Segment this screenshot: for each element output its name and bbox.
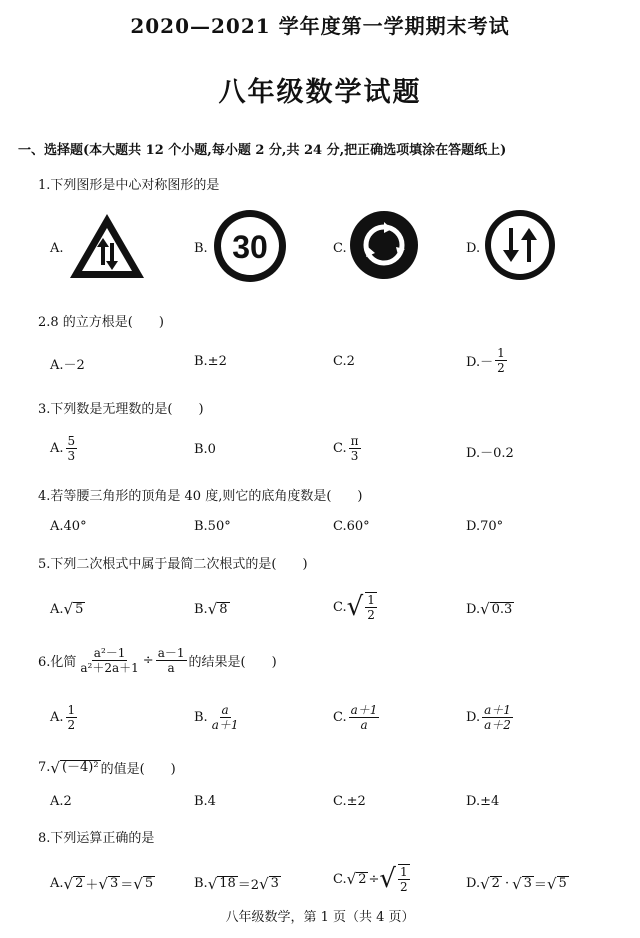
q8-option-b-prefix: B. (194, 876, 208, 891)
q5-option-d-prefix: D. (466, 601, 481, 617)
question-3-stem: 3.下列数是无理数的是( ) (38, 402, 204, 417)
q5-option-b-prefix: B. (194, 601, 208, 617)
q6-option-c[interactable] (333, 703, 381, 732)
q6-stem-prefix: 6.化简 (38, 655, 77, 670)
q4-option-c[interactable]: C.60° (333, 519, 370, 534)
q8-option-a[interactable] (50, 874, 155, 893)
speed-limit-30-icon (212, 208, 288, 288)
question-4-stem: 4.若等腰三角形的顶角是 40 度,则它的底角度数是( ) (38, 489, 363, 504)
q7-option-c[interactable]: C.±2 (333, 794, 366, 809)
q6-option-d[interactable] (466, 703, 515, 732)
question-6-stem (38, 646, 277, 675)
q1-option-d-label[interactable]: D. (466, 241, 481, 256)
q5-option-a[interactable] (50, 600, 85, 618)
question-7-stem (38, 758, 176, 777)
q6-divide-sign: ÷ (142, 653, 154, 668)
roundabout-icon (348, 209, 420, 285)
q3-option-c[interactable] (333, 434, 363, 463)
paper-title: 八年级数学试题 (218, 77, 422, 108)
q6-option-c-prefix: C. (333, 710, 347, 725)
q8-a-equals: ＝ (120, 878, 134, 893)
exam-header: 2020—2021 学年度第一学期期末考试 (130, 14, 510, 38)
q8-c-divide: ÷ (368, 871, 380, 887)
q2-option-a[interactable]: A.－2 (50, 358, 85, 373)
section-heading: 一、选择题(本大题共 12 个小题,每小题 2 分,共 24 分,把正确选项填涂在答题纸上) (18, 143, 507, 158)
q2-option-d[interactable] (466, 346, 509, 375)
q5-option-c-radical: √ $\frac{1}{2}$ (346, 592, 375, 622)
q7-option-b[interactable]: B.4 (194, 794, 216, 809)
speed-limit-value: 30 (232, 229, 268, 265)
q2-option-d-prefix: D.－ (466, 355, 494, 370)
q5-option-d-radical: √ 0.3 (480, 600, 513, 618)
q3-option-c-prefix: C. (333, 441, 347, 456)
q8-c-radical-2: √ $\frac{1}{2}$ (379, 864, 408, 894)
q6-option-d-prefix: D. (466, 710, 481, 725)
q8-b-equals: ＝2 (237, 878, 260, 893)
q8-d-radical-3: √ 5 (546, 874, 567, 893)
q8-b-radical-2: √ 3 (259, 874, 279, 893)
q6-option-b-prefix: B. (194, 710, 208, 725)
q8-a-radical-1: √ 2 (63, 874, 84, 893)
q6-option-b-fraction: $\frac{a}{a+1}$ (211, 703, 239, 732)
q6-option-b[interactable] (194, 703, 242, 732)
q3-option-d[interactable]: D.－0.2 (466, 446, 514, 461)
q6-stem-suffix: 的结果是( ) (188, 655, 277, 670)
question-2-stem: 2.8 的立方根是( ) (38, 315, 164, 330)
q1-option-a-label[interactable]: A. (50, 241, 64, 256)
page-footer: 八年级数学，第 1 页（共 4 页） (225, 910, 415, 925)
q5-option-a-radical: √ 5 (63, 600, 84, 618)
q8-b-radical-1: √ 18 (207, 874, 236, 893)
q8-option-d[interactable] (466, 874, 569, 893)
q7-option-d[interactable]: D.±4 (466, 794, 500, 809)
q4-option-a[interactable]: A.40° (50, 519, 87, 534)
q1-option-b-label[interactable]: B. (194, 241, 208, 256)
q1-option-c-label[interactable]: C. (333, 241, 347, 256)
q6-option-a-fraction: $\frac{1}{2}$ (67, 703, 76, 732)
q8-option-c-prefix: C. (333, 871, 347, 887)
q5-option-c-prefix: C. (333, 599, 347, 615)
q7-option-a[interactable]: A.2 (50, 794, 72, 809)
q2-option-c[interactable]: C.2 (333, 354, 355, 369)
q8-d-equals: ＝ (533, 878, 547, 893)
q5-option-c[interactable] (333, 592, 379, 622)
q8-c-radical-1: √ 2 (346, 870, 367, 888)
q8-option-d-prefix: D. (466, 876, 481, 891)
two-way-traffic-warning-icon (66, 210, 148, 286)
q5-option-d[interactable] (466, 600, 514, 618)
q8-d-dot: · (504, 876, 510, 891)
q5-option-b[interactable] (194, 600, 230, 618)
question-5-stem: 5.下列二次根式中属于最简二次根式的是( ) (38, 557, 308, 572)
q6-option-c-fraction: $\frac{a+1}{a}$ (350, 703, 378, 732)
q6-option-d-fraction: $\frac{a+1}{a+2}$ (484, 703, 511, 732)
q2-option-d-fraction: $\frac{1}{2}$ (497, 346, 505, 375)
q7-stem-suffix: 的值是( ) (100, 762, 176, 777)
q8-d-radical-1: √ 2 (480, 874, 500, 893)
q4-option-b[interactable]: B.50° (194, 519, 231, 534)
q3-option-a[interactable] (50, 434, 79, 463)
q5-option-a-prefix: A. (50, 601, 64, 617)
q3-option-a-prefix: A. (50, 441, 64, 456)
two-way-arrows-icon (483, 208, 557, 286)
q3-option-c-fraction: $\frac{\pi}{3}$ (350, 434, 359, 463)
q8-a-radical-2: √ 3 (98, 874, 119, 893)
q6-option-a-prefix: A. (50, 710, 64, 725)
q8-a-plus: ＋ (85, 878, 99, 893)
q6-fraction-2: $\frac{a-1}{a}$ (157, 646, 185, 675)
q3-option-b[interactable]: B.0 (194, 442, 216, 457)
question-1-stem: 1.下列图形是中心对称图形的是 (38, 178, 220, 193)
q3-option-a-fraction: $\frac{5}{3}$ (67, 434, 76, 463)
q8-option-a-prefix: A. (50, 876, 64, 891)
q7-stem-prefix: 7. (38, 760, 51, 775)
q5-option-b-radical: √ 8 (207, 600, 228, 618)
q6-option-a[interactable] (50, 703, 79, 732)
q8-a-radical-3: √ 5 (133, 874, 154, 893)
q4-option-d[interactable]: D.70° (466, 519, 504, 534)
q8-option-c[interactable] (333, 864, 412, 894)
q2-option-b[interactable]: B.±2 (194, 354, 227, 369)
q6-fraction-1: $\frac{\text{a²－1}}{\text{a²＋2a＋1}}$ (80, 646, 139, 675)
q8-d-radical-2: √ 3 (512, 874, 532, 893)
q8-option-b[interactable] (194, 874, 281, 893)
question-8-stem: 8.下列运算正确的是 (38, 831, 155, 846)
q7-radical: √ (－4)² (50, 758, 99, 777)
